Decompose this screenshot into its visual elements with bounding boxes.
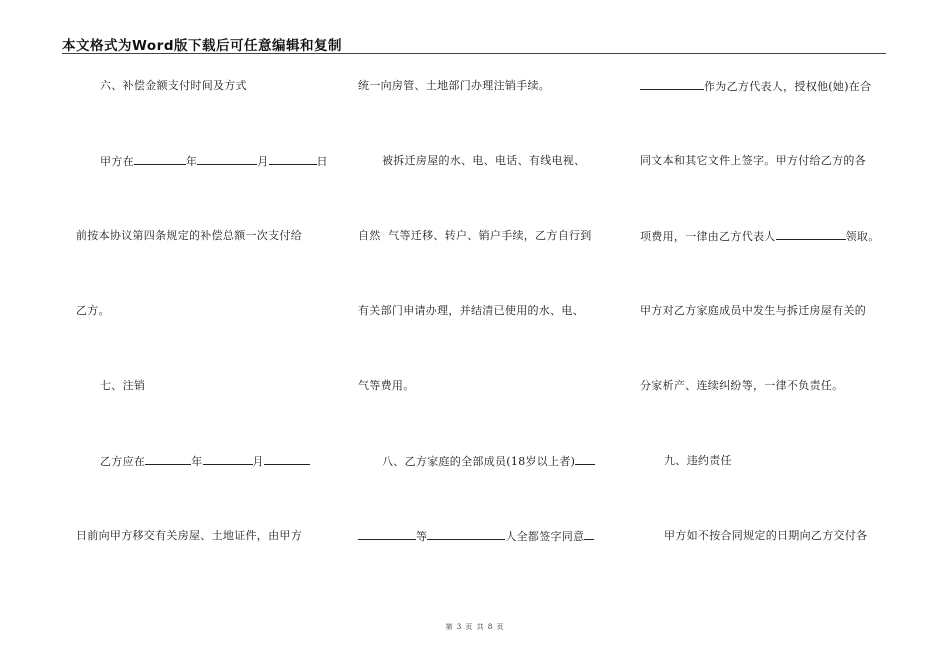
fill-blank	[584, 529, 594, 540]
text-span: 月	[257, 155, 269, 168]
fill-blank-year	[145, 454, 191, 465]
text-span: 年	[191, 455, 203, 468]
fill-blank-representative	[640, 79, 704, 90]
text-span: 甲方在	[100, 155, 134, 168]
paragraph-line	[640, 454, 732, 468]
paragraph-line	[76, 154, 328, 169]
paragraph-line	[640, 229, 880, 244]
paragraph-line: 气等费用。	[358, 379, 415, 392]
text-span: 被拆迁房屋的水、电、电话、有线电视、	[382, 154, 586, 167]
fill-blank-representative	[776, 229, 846, 240]
fill-blank-name	[358, 529, 416, 540]
paragraph-line	[358, 154, 585, 168]
paragraph-line: 统一向房管、土地部门办理注销手续。	[358, 79, 551, 92]
text-span: 等	[416, 530, 428, 543]
paragraph-line	[76, 79, 247, 93]
paragraph-line: 有关部门申请办理，并结清已使用的水、电、	[358, 304, 584, 317]
paragraph-line	[76, 454, 310, 469]
section-heading-eight: 八、乙方家庭的全部成员(18岁以上者)	[382, 455, 576, 468]
section-heading-nine: 九、违约责任	[664, 454, 732, 467]
paragraph-line: 日前向甲方移交有关房屋、土地证件，由甲方	[76, 529, 302, 542]
paragraph-line	[358, 454, 595, 469]
paragraph-line: 自然 气等迁移、转户、销户手续，乙方自行到	[358, 229, 592, 242]
paragraph-line: 乙方。	[76, 304, 110, 317]
page-number-footer: 第 3 页 共 8 页	[445, 623, 505, 631]
section-heading-seven: 七、注销	[100, 379, 146, 392]
paragraph-line: 甲方对乙方家庭成员中发生与拆迁房屋有关的	[640, 304, 866, 317]
paragraph-line: 分家析产、连续纠纷等，一律不负责任。	[640, 379, 844, 392]
fill-blank-day	[264, 454, 310, 465]
document-header-title: 本文格式为Word版下载后可任意编辑和复制	[62, 38, 343, 54]
paragraph-line	[640, 529, 867, 543]
paragraph-line	[76, 379, 145, 393]
text-span: 领取。	[845, 230, 880, 243]
text-span: 月	[252, 455, 264, 468]
text-span: 作为乙方代表人，授权他(她)在合	[704, 80, 872, 93]
text-span: 甲方如不按合同规定的日期向乙方交付各	[664, 529, 868, 542]
paragraph-line: 同文本和其它文件上签字。甲方付给乙方的各	[640, 154, 866, 167]
fill-blank-month	[203, 454, 253, 465]
fill-blank-day	[269, 154, 317, 165]
header-divider	[62, 53, 886, 54]
paragraph-line	[358, 529, 594, 544]
section-heading-six: 六、补偿金额支付时间及方式	[100, 79, 247, 92]
text-span: 年	[185, 155, 198, 168]
paragraph-line	[640, 79, 871, 94]
paragraph-line: 前按本协议第四条规定的补偿总额一次支付给	[76, 229, 302, 242]
fill-blank-month	[197, 154, 257, 165]
fill-blank	[575, 454, 595, 465]
text-span: 乙方应在	[100, 455, 146, 468]
fill-blank-year	[134, 154, 186, 165]
text-span: 人全都签字同意	[505, 530, 585, 543]
text-span: 日	[316, 155, 328, 168]
text-span: 项费用，一律由乙方代表人	[640, 230, 776, 243]
fill-blank-count	[427, 529, 505, 540]
